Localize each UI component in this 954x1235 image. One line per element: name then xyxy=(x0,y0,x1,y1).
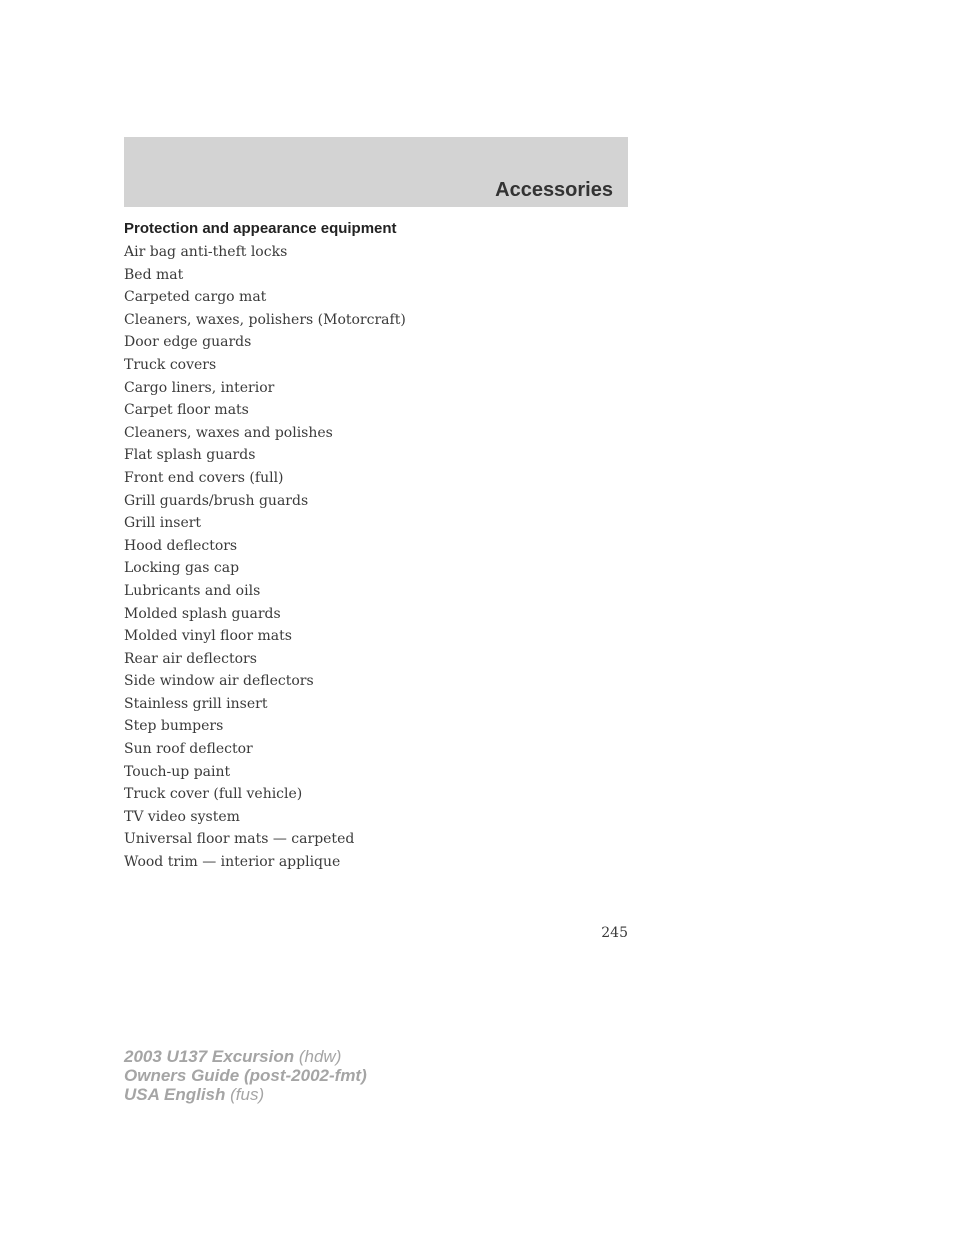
list-item: Air bag anti-theft locks xyxy=(124,244,288,260)
list-item: Step bumpers xyxy=(124,718,224,735)
list-item: Touch-up paint xyxy=(124,763,231,780)
list-item: Lubricants and oils xyxy=(124,582,261,599)
footer-language-code: (fus) xyxy=(230,1085,265,1104)
list-item: Truck cover (full vehicle) xyxy=(124,786,303,803)
list-item: Wood trim — interior applique xyxy=(124,854,341,871)
list-item: Rear air deflectors xyxy=(124,650,257,667)
list-item: Sun roof deflector xyxy=(124,741,253,758)
section-heading: Protection and appearance equipment xyxy=(124,220,397,237)
footer-language: USA English xyxy=(124,1085,226,1104)
list-item: Flat splash guards xyxy=(124,447,256,464)
list-item: Cleaners, waxes, polishers (Motorcraft) xyxy=(124,311,406,328)
list-item: Stainless grill insert xyxy=(124,695,268,712)
header-band xyxy=(124,137,628,207)
list-item: Universal floor mats — carpeted xyxy=(124,831,355,848)
list-item: Cargo liners, interior xyxy=(124,379,275,396)
list-item: Hood deflectors xyxy=(124,537,238,554)
footer-line-language xyxy=(124,1085,367,1104)
list-item: Locking gas cap xyxy=(124,560,240,577)
footer-model: 2003 U137 Excursion xyxy=(124,1047,295,1066)
list-item: Molded vinyl floor mats xyxy=(124,628,292,645)
list-item: Cleaners, waxes and polishes xyxy=(124,424,333,441)
list-item: Carpet floor mats xyxy=(124,402,249,419)
accessory-list xyxy=(124,241,406,874)
footer-line-model xyxy=(124,1047,367,1066)
list-item: Side window air deflectors xyxy=(124,673,314,690)
list-item: Door edge guards xyxy=(124,334,252,351)
list-item: Molded splash guards xyxy=(124,605,281,622)
list-item: Grill insert xyxy=(124,515,202,532)
list-item: Bed mat xyxy=(124,266,184,283)
list-item: Grill guards/brush guards xyxy=(124,492,309,509)
list-item: Front end covers (full) xyxy=(124,469,284,486)
page-number: 245 xyxy=(601,925,628,941)
footer-guide: Owners Guide (post-2002-fmt) xyxy=(124,1066,367,1085)
list-item: Carpeted cargo mat xyxy=(124,289,267,306)
footer-model-code: (hdw) xyxy=(298,1047,342,1066)
list-item: TV video system xyxy=(124,808,240,825)
page-title: Accessories xyxy=(495,179,613,201)
document-footer xyxy=(124,1047,367,1104)
list-item: Truck covers xyxy=(124,356,217,373)
footer-line-guide xyxy=(124,1066,367,1085)
